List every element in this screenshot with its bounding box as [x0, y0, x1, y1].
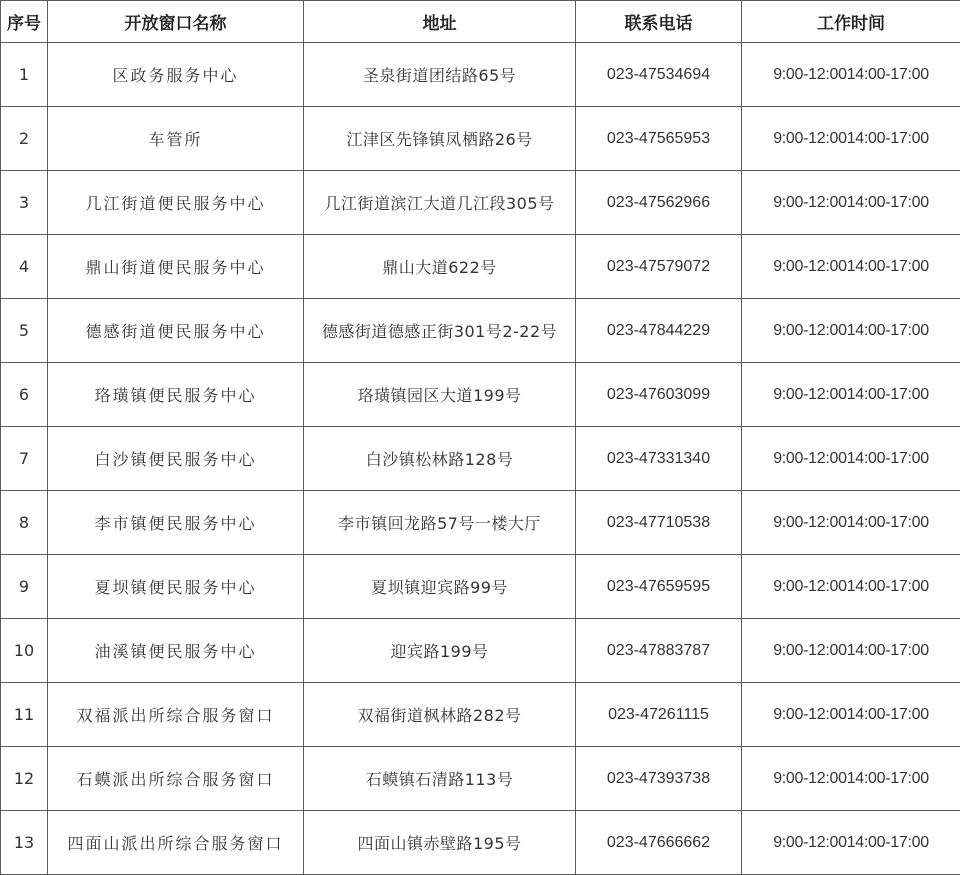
- cell-seq: 6: [1, 363, 48, 427]
- cell-window-name: 珞璜镇便民服务中心: [48, 363, 304, 427]
- cell-seq: 9: [1, 555, 48, 619]
- cell-window-name: 李市镇便民服务中心: [48, 491, 304, 555]
- cell-window-name: 白沙镇便民服务中心: [48, 427, 304, 491]
- cell-phone: 023-47666662: [576, 811, 742, 875]
- cell-seq: 7: [1, 427, 48, 491]
- cell-address: 石蟆镇石清路113号: [304, 747, 576, 811]
- cell-address: 迎宾路199号: [304, 619, 576, 683]
- cell-seq: 8: [1, 491, 48, 555]
- table-row: [1, 683, 960, 747]
- cell-window-name: 德感街道便民服务中心: [48, 299, 304, 363]
- cell-hours: 9:00-12:0014:00-17:00: [742, 235, 960, 299]
- table-row: [1, 299, 960, 363]
- cell-seq: 1: [1, 43, 48, 107]
- cell-phone: 023-47579072: [576, 235, 742, 299]
- cell-hours: 9:00-12:0014:00-17:00: [742, 555, 960, 619]
- cell-address: 鼎山大道622号: [304, 235, 576, 299]
- cell-phone: 023-47261115: [576, 683, 742, 747]
- cell-address: 德感街道德感正街301号2-22号: [304, 299, 576, 363]
- cell-address: 江津区先锋镇凤栖路26号: [304, 107, 576, 171]
- cell-phone: 023-47603099: [576, 363, 742, 427]
- cell-window-name: 车管所: [48, 107, 304, 171]
- cell-seq: 3: [1, 171, 48, 235]
- cell-phone: 023-47331340: [576, 427, 742, 491]
- cell-address: 珞璜镇园区大道199号: [304, 363, 576, 427]
- cell-hours: 9:00-12:0014:00-17:00: [742, 43, 960, 107]
- header-address: 地址: [304, 1, 576, 43]
- table-row: [1, 555, 960, 619]
- cell-hours: 9:00-12:0014:00-17:00: [742, 427, 960, 491]
- cell-seq: 10: [1, 619, 48, 683]
- cell-hours: 9:00-12:0014:00-17:00: [742, 619, 960, 683]
- cell-phone: 023-47534694: [576, 43, 742, 107]
- cell-hours: 9:00-12:0014:00-17:00: [742, 299, 960, 363]
- table-row: [1, 491, 960, 555]
- cell-phone: 023-47710538: [576, 491, 742, 555]
- table-body: [1, 43, 960, 875]
- cell-window-name: 油溪镇便民服务中心: [48, 619, 304, 683]
- table-row: [1, 43, 960, 107]
- cell-seq: 5: [1, 299, 48, 363]
- table-row: [1, 107, 960, 171]
- cell-address: 双福街道枫林路282号: [304, 683, 576, 747]
- cell-seq: 11: [1, 683, 48, 747]
- table-row: [1, 427, 960, 491]
- cell-address: 夏坝镇迎宾路99号: [304, 555, 576, 619]
- cell-seq: 2: [1, 107, 48, 171]
- header-seq: 序号: [1, 1, 48, 43]
- table-row: [1, 619, 960, 683]
- cell-window-name: 四面山派出所综合服务窗口: [48, 811, 304, 875]
- cell-address: 白沙镇松林路128号: [304, 427, 576, 491]
- cell-seq: 12: [1, 747, 48, 811]
- cell-phone: 023-47844229: [576, 299, 742, 363]
- cell-window-name: 双福派出所综合服务窗口: [48, 683, 304, 747]
- cell-hours: 9:00-12:0014:00-17:00: [742, 171, 960, 235]
- cell-window-name: 鼎山街道便民服务中心: [48, 235, 304, 299]
- header-window-name: 开放窗口名称: [48, 1, 304, 43]
- table-header-row: [1, 1, 960, 43]
- table-row: [1, 235, 960, 299]
- cell-window-name: 石蟆派出所综合服务窗口: [48, 747, 304, 811]
- cell-phone: 023-47562966: [576, 171, 742, 235]
- header-phone: 联系电话: [576, 1, 742, 43]
- table-row: [1, 747, 960, 811]
- cell-window-name: 区政务服务中心: [48, 43, 304, 107]
- cell-seq: 13: [1, 811, 48, 875]
- cell-hours: 9:00-12:0014:00-17:00: [742, 683, 960, 747]
- cell-hours: 9:00-12:0014:00-17:00: [742, 811, 960, 875]
- cell-phone: 023-47565953: [576, 107, 742, 171]
- cell-address: 几江街道滨江大道几江段305号: [304, 171, 576, 235]
- table-row: [1, 811, 960, 875]
- cell-seq: 4: [1, 235, 48, 299]
- cell-address: 李市镇回龙路57号一楼大厅: [304, 491, 576, 555]
- cell-hours: 9:00-12:0014:00-17:00: [742, 747, 960, 811]
- cell-window-name: 几江街道便民服务中心: [48, 171, 304, 235]
- cell-address: 四面山镇赤壁路195号: [304, 811, 576, 875]
- table-row: [1, 171, 960, 235]
- table-row: [1, 363, 960, 427]
- cell-address: 圣泉街道团结路65号: [304, 43, 576, 107]
- cell-hours: 9:00-12:0014:00-17:00: [742, 363, 960, 427]
- cell-window-name: 夏坝镇便民服务中心: [48, 555, 304, 619]
- cell-hours: 9:00-12:0014:00-17:00: [742, 491, 960, 555]
- header-hours: 工作时间: [742, 1, 960, 43]
- cell-phone: 023-47659595: [576, 555, 742, 619]
- cell-phone: 023-47883787: [576, 619, 742, 683]
- cell-hours: 9:00-12:0014:00-17:00: [742, 107, 960, 171]
- cell-phone: 023-47393738: [576, 747, 742, 811]
